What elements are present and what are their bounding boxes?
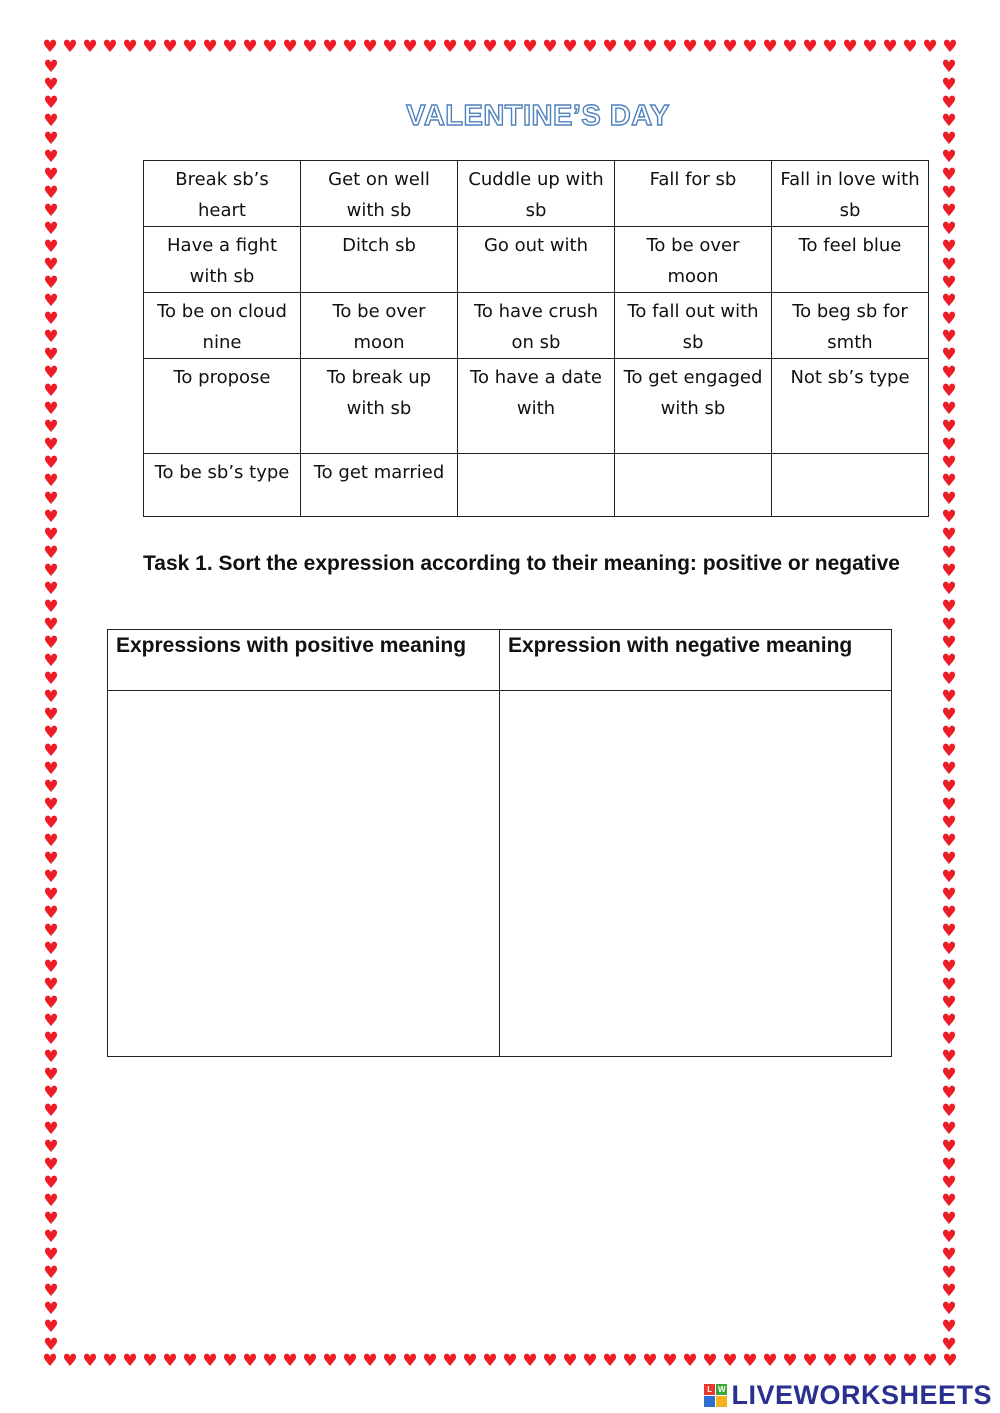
heart-icon: ♥	[882, 39, 898, 57]
heart-icon: ♥	[902, 1353, 918, 1371]
heart-icon: ♥	[941, 921, 957, 941]
heart-icon: ♥	[941, 1227, 957, 1247]
vocabulary-cell: To be over moon	[301, 293, 458, 359]
heart-icon: ♥	[162, 39, 178, 57]
heart-icon: ♥	[43, 183, 59, 203]
heart-icon: ♥	[941, 1281, 957, 1301]
vocabulary-cell: Fall in love with sb	[772, 161, 929, 227]
heart-icon: ♥	[941, 453, 957, 473]
heart-icon: ♥	[422, 1353, 438, 1371]
heart-icon: ♥	[43, 867, 59, 887]
heart-icon: ♥	[242, 1353, 258, 1371]
heart-icon: ♥	[941, 579, 957, 599]
heart-icon: ♥	[941, 1317, 957, 1337]
heart-icon: ♥	[43, 1101, 59, 1121]
heart-icon: ♥	[102, 39, 118, 57]
task-heading: Task 1. Sort the expression according to their meaning: positive or negative	[143, 552, 900, 575]
heart-icon: ♥	[122, 1353, 138, 1371]
heart-icon: ♥	[941, 309, 957, 329]
heart-icon: ♥	[941, 165, 957, 185]
heart-icon: ♥	[43, 1227, 59, 1247]
heart-icon: ♥	[43, 255, 59, 275]
heart-icon: ♥	[43, 345, 59, 365]
vocabulary-cell	[615, 454, 772, 517]
heart-icon: ♥	[382, 1353, 398, 1371]
heart-icon: ♥	[941, 777, 957, 797]
vocabulary-cell: To have a date with	[458, 359, 615, 454]
heart-icon: ♥	[602, 1353, 618, 1371]
heart-icon: ♥	[822, 39, 838, 57]
heart-icon: ♥	[941, 813, 957, 833]
heart-icon: ♥	[941, 525, 957, 545]
vocabulary-cell: Get on well with sb	[301, 161, 458, 227]
heart-icon: ♥	[122, 39, 138, 57]
heart-icon: ♥	[742, 39, 758, 57]
heart-icon: ♥	[442, 39, 458, 57]
heart-icon: ♥	[43, 1083, 59, 1103]
heart-icon: ♥	[43, 435, 59, 455]
heart-icon: ♥	[182, 39, 198, 57]
heart-icon: ♥	[482, 1353, 498, 1371]
sort-table-header-row	[108, 630, 892, 691]
heart-icon: ♥	[462, 39, 478, 57]
heart-icon: ♥	[941, 1155, 957, 1175]
heart-icon: ♥	[941, 489, 957, 509]
heart-icon: ♥	[941, 381, 957, 401]
vocabulary-cell: To have crush on sb	[458, 293, 615, 359]
heart-icon: ♥	[43, 687, 59, 707]
heart-icon: ♥	[102, 1353, 118, 1371]
heart-icon: ♥	[941, 633, 957, 653]
brand-name: LIVEWORKSHEETS	[731, 1380, 992, 1410]
heart-icon: ♥	[43, 237, 59, 257]
heart-icon: ♥	[43, 975, 59, 995]
heart-icon: ♥	[942, 39, 958, 57]
heart-icon: ♥	[802, 39, 818, 57]
heart-icon: ♥	[43, 1065, 59, 1085]
heart-icon: ♥	[43, 597, 59, 617]
heart-icon: ♥	[43, 327, 59, 347]
heart-icon: ♥	[43, 219, 59, 239]
heart-icon: ♥	[482, 39, 498, 57]
heart-icon: ♥	[382, 39, 398, 57]
liveworksheets-logo	[704, 1380, 992, 1411]
heart-icon: ♥	[941, 1083, 957, 1103]
heart-icon: ♥	[941, 1299, 957, 1319]
heart-icon: ♥	[222, 39, 238, 57]
heart-icon: ♥	[43, 1209, 59, 1229]
heart-icon: ♥	[642, 39, 658, 57]
heart-icon: ♥	[782, 39, 798, 57]
vocabulary-cell: To feel blue	[772, 227, 929, 293]
heart-icon: ♥	[162, 1353, 178, 1371]
heart-icon: ♥	[43, 723, 59, 743]
heart-icon: ♥	[43, 147, 59, 167]
heart-icon: ♥	[941, 795, 957, 815]
heart-icon: ♥	[43, 1173, 59, 1193]
heart-icon: ♥	[342, 1353, 358, 1371]
heart-icon: ♥	[43, 58, 59, 77]
heart-icon: ♥	[43, 525, 59, 545]
heart-icon: ♥	[941, 273, 957, 293]
heart-icon: ♥	[43, 561, 59, 581]
heart-icon: ♥	[941, 399, 957, 419]
heart-icon: ♥	[43, 1119, 59, 1139]
heart-icon: ♥	[802, 1353, 818, 1371]
heart-icon: ♥	[562, 1353, 578, 1371]
vocabulary-cell: Go out with	[458, 227, 615, 293]
heart-icon: ♥	[941, 741, 957, 761]
heart-icon: ♥	[42, 39, 58, 57]
heart-icon: ♥	[43, 1299, 59, 1319]
heart-icon: ♥	[722, 1353, 738, 1371]
heart-icon: ♥	[43, 1011, 59, 1031]
heart-icon: ♥	[43, 993, 59, 1013]
heart-icon: ♥	[941, 651, 957, 671]
heart-icon: ♥	[941, 183, 957, 203]
heart-icon: ♥	[342, 39, 358, 57]
heart-icon: ♥	[43, 705, 59, 725]
heart-icon: ♥	[142, 1353, 158, 1371]
heart-icon: ♥	[922, 39, 938, 57]
heart-icon: ♥	[502, 39, 518, 57]
heart-icon: ♥	[43, 363, 59, 383]
heart-icon: ♥	[43, 399, 59, 419]
heart-icon: ♥	[462, 1353, 478, 1371]
heart-icon: ♥	[762, 1353, 778, 1371]
heart-icon: ♥	[941, 1173, 957, 1193]
heart-icon: ♥	[542, 1353, 558, 1371]
heart-icon: ♥	[43, 1029, 59, 1049]
heart-icon: ♥	[43, 813, 59, 833]
vocabulary-cell: Fall for sb	[615, 161, 772, 227]
heart-border-left	[42, 58, 60, 1356]
heart-icon: ♥	[842, 1353, 858, 1371]
heart-icon: ♥	[941, 147, 957, 167]
table-row	[144, 161, 929, 227]
vocabulary-cell: To propose	[144, 359, 301, 454]
heart-icon: ♥	[862, 1353, 878, 1371]
vocabulary-cell: Cuddle up with sb	[458, 161, 615, 227]
heart-icon: ♥	[941, 993, 957, 1013]
heart-icon: ♥	[662, 1353, 678, 1371]
heart-icon: ♥	[822, 1353, 838, 1371]
heart-icon: ♥	[62, 1353, 78, 1371]
heart-icon: ♥	[362, 39, 378, 57]
heart-icon: ♥	[842, 39, 858, 57]
heart-icon: ♥	[43, 1263, 59, 1283]
heart-icon: ♥	[322, 1353, 338, 1371]
heart-icon: ♥	[522, 1353, 538, 1371]
heart-icon: ♥	[362, 1353, 378, 1371]
heart-icon: ♥	[43, 1317, 59, 1337]
heart-icon: ♥	[941, 849, 957, 869]
heart-icon: ♥	[82, 39, 98, 57]
heart-icon: ♥	[941, 471, 957, 491]
table-row	[144, 359, 929, 454]
heart-icon: ♥	[941, 759, 957, 779]
heart-border-top	[40, 39, 960, 61]
heart-icon: ♥	[43, 489, 59, 509]
heart-icon: ♥	[682, 39, 698, 57]
heart-icon: ♥	[941, 291, 957, 311]
heart-icon: ♥	[43, 417, 59, 437]
heart-icon: ♥	[882, 1353, 898, 1371]
vocabulary-cell: To be on cloud nine	[144, 293, 301, 359]
vocabulary-cell: To be over moon	[615, 227, 772, 293]
table-row	[144, 454, 929, 517]
heart-icon: ♥	[941, 1335, 957, 1355]
heart-icon: ♥	[642, 1353, 658, 1371]
heart-icon: ♥	[902, 39, 918, 57]
heart-icon: ♥	[202, 39, 218, 57]
heart-icon: ♥	[941, 1209, 957, 1229]
heart-icon: ♥	[941, 1119, 957, 1139]
heart-icon: ♥	[941, 831, 957, 851]
heart-icon: ♥	[941, 1047, 957, 1067]
negative-column-header: Expression with negative meaning	[500, 630, 892, 691]
heart-icon: ♥	[43, 885, 59, 905]
vocabulary-cell	[772, 454, 929, 517]
heart-icon: ♥	[941, 111, 957, 131]
heart-icon: ♥	[43, 1335, 59, 1355]
heart-icon: ♥	[402, 39, 418, 57]
vocabulary-cell: Not sb’s type	[772, 359, 929, 454]
heart-icon: ♥	[662, 39, 678, 57]
heart-icon: ♥	[941, 435, 957, 455]
vocabulary-cell: To beg sb for smth	[772, 293, 929, 359]
heart-icon: ♥	[43, 111, 59, 131]
heart-icon: ♥	[43, 273, 59, 293]
heart-icon: ♥	[722, 39, 738, 57]
heart-icon: ♥	[282, 39, 298, 57]
heart-icon: ♥	[43, 633, 59, 653]
heart-icon: ♥	[941, 507, 957, 527]
heart-icon: ♥	[182, 1353, 198, 1371]
heart-icon: ♥	[43, 759, 59, 779]
heart-icon: ♥	[702, 39, 718, 57]
heart-icon: ♥	[242, 39, 258, 57]
heart-icon: ♥	[43, 1155, 59, 1175]
heart-icon: ♥	[941, 705, 957, 725]
heart-icon: ♥	[582, 39, 598, 57]
heart-icon: ♥	[941, 597, 957, 617]
heart-icon: ♥	[43, 939, 59, 959]
heart-icon: ♥	[941, 1245, 957, 1265]
heart-icon: ♥	[941, 201, 957, 221]
heart-border-right	[940, 58, 958, 1356]
heart-icon: ♥	[622, 1353, 638, 1371]
heart-icon: ♥	[43, 543, 59, 563]
heart-icon: ♥	[43, 957, 59, 977]
heart-icon: ♥	[43, 651, 59, 671]
heart-icon: ♥	[43, 129, 59, 149]
vocabulary-cell: To be sb’s type	[144, 454, 301, 517]
heart-icon: ♥	[941, 1191, 957, 1211]
heart-icon: ♥	[43, 921, 59, 941]
heart-icon: ♥	[43, 93, 59, 113]
vocabulary-cell: To get married	[301, 454, 458, 517]
heart-icon: ♥	[43, 309, 59, 329]
heart-icon: ♥	[422, 39, 438, 57]
heart-icon: ♥	[941, 687, 957, 707]
heart-border-bottom	[40, 1353, 960, 1375]
vocabulary-cell: To fall out with sb	[615, 293, 772, 359]
heart-icon: ♥	[42, 1353, 58, 1371]
vocabulary-cell: Have a fight with sb	[144, 227, 301, 293]
heart-icon: ♥	[941, 237, 957, 257]
heart-icon: ♥	[941, 129, 957, 149]
heart-icon: ♥	[941, 219, 957, 239]
heart-icon: ♥	[582, 1353, 598, 1371]
heart-icon: ♥	[941, 93, 957, 113]
heart-icon: ♥	[142, 39, 158, 57]
heart-icon: ♥	[43, 1191, 59, 1211]
heart-icon: ♥	[762, 39, 778, 57]
heart-icon: ♥	[941, 903, 957, 923]
heart-icon: ♥	[43, 1281, 59, 1301]
heart-icon: ♥	[43, 381, 59, 401]
heart-icon: ♥	[43, 1047, 59, 1067]
vocabulary-table	[143, 160, 929, 517]
page-title: VALENTINE’S DAY	[406, 100, 670, 132]
heart-icon: ♥	[43, 453, 59, 473]
heart-icon: ♥	[941, 543, 957, 563]
heart-icon: ♥	[43, 669, 59, 689]
heart-icon: ♥	[322, 39, 338, 57]
heart-icon: ♥	[402, 1353, 418, 1371]
heart-icon: ♥	[622, 39, 638, 57]
heart-icon: ♥	[941, 255, 957, 275]
heart-icon: ♥	[43, 615, 59, 635]
heart-icon: ♥	[941, 1029, 957, 1049]
heart-icon: ♥	[941, 615, 957, 635]
heart-icon: ♥	[43, 165, 59, 185]
heart-icon: ♥	[941, 957, 957, 977]
heart-icon: ♥	[702, 1353, 718, 1371]
heart-icon: ♥	[43, 903, 59, 923]
heart-icon: ♥	[43, 75, 59, 95]
table-row	[144, 227, 929, 293]
positive-column-header: Expressions with positive meaning	[108, 630, 500, 691]
heart-icon: ♥	[941, 327, 957, 347]
heart-icon: ♥	[262, 1353, 278, 1371]
heart-icon: ♥	[941, 1137, 957, 1157]
heart-icon: ♥	[302, 1353, 318, 1371]
vocabulary-cell: To get engaged with sb	[615, 359, 772, 454]
heart-icon: ♥	[43, 507, 59, 527]
heart-icon: ♥	[862, 39, 878, 57]
vocabulary-cell: Ditch sb	[301, 227, 458, 293]
heart-icon: ♥	[43, 1245, 59, 1265]
heart-icon: ♥	[43, 291, 59, 311]
vocabulary-cell	[458, 454, 615, 517]
heart-icon: ♥	[302, 39, 318, 57]
heart-icon: ♥	[941, 1101, 957, 1121]
heart-icon: ♥	[82, 1353, 98, 1371]
heart-icon: ♥	[43, 579, 59, 599]
sort-table	[107, 629, 892, 1057]
heart-icon: ♥	[43, 777, 59, 797]
heart-icon: ♥	[922, 1353, 938, 1371]
liveworksheets-badge-icon: L W	[704, 1384, 727, 1407]
heart-icon: ♥	[43, 741, 59, 761]
table-row	[144, 293, 929, 359]
heart-icon: ♥	[262, 39, 278, 57]
heart-icon: ♥	[43, 831, 59, 851]
heart-icon: ♥	[941, 58, 957, 77]
heart-icon: ♥	[941, 939, 957, 959]
heart-icon: ♥	[222, 1353, 238, 1371]
heart-icon: ♥	[442, 1353, 458, 1371]
heart-icon: ♥	[941, 885, 957, 905]
heart-icon: ♥	[62, 39, 78, 57]
heart-icon: ♥	[43, 201, 59, 221]
heart-icon: ♥	[941, 1011, 957, 1031]
vocabulary-cell: Break sb’s heart	[144, 161, 301, 227]
heart-icon: ♥	[43, 1137, 59, 1157]
heart-icon: ♥	[941, 561, 957, 581]
heart-icon: ♥	[941, 975, 957, 995]
heart-icon: ♥	[562, 39, 578, 57]
heart-icon: ♥	[941, 1263, 957, 1283]
heart-icon: ♥	[43, 795, 59, 815]
heart-icon: ♥	[941, 363, 957, 383]
vocabulary-cell: To break up with sb	[301, 359, 458, 454]
heart-icon: ♥	[941, 867, 957, 887]
heart-icon: ♥	[941, 75, 957, 95]
positive-drop-zone[interactable]	[108, 691, 500, 1057]
heart-icon: ♥	[941, 723, 957, 743]
heart-icon: ♥	[782, 1353, 798, 1371]
heart-icon: ♥	[941, 669, 957, 689]
heart-icon: ♥	[742, 1353, 758, 1371]
heart-icon: ♥	[282, 1353, 298, 1371]
heart-icon: ♥	[941, 1065, 957, 1085]
heart-icon: ♥	[682, 1353, 698, 1371]
heart-icon: ♥	[502, 1353, 518, 1371]
heart-icon: ♥	[522, 39, 538, 57]
heart-icon: ♥	[941, 345, 957, 365]
heart-icon: ♥	[43, 849, 59, 869]
negative-drop-zone[interactable]	[500, 691, 892, 1057]
heart-icon: ♥	[202, 1353, 218, 1371]
heart-icon: ♥	[43, 471, 59, 491]
heart-icon: ♥	[942, 1353, 958, 1371]
heart-icon: ♥	[941, 417, 957, 437]
heart-icon: ♥	[542, 39, 558, 57]
sort-table-body-row	[108, 691, 892, 1057]
heart-icon: ♥	[602, 39, 618, 57]
